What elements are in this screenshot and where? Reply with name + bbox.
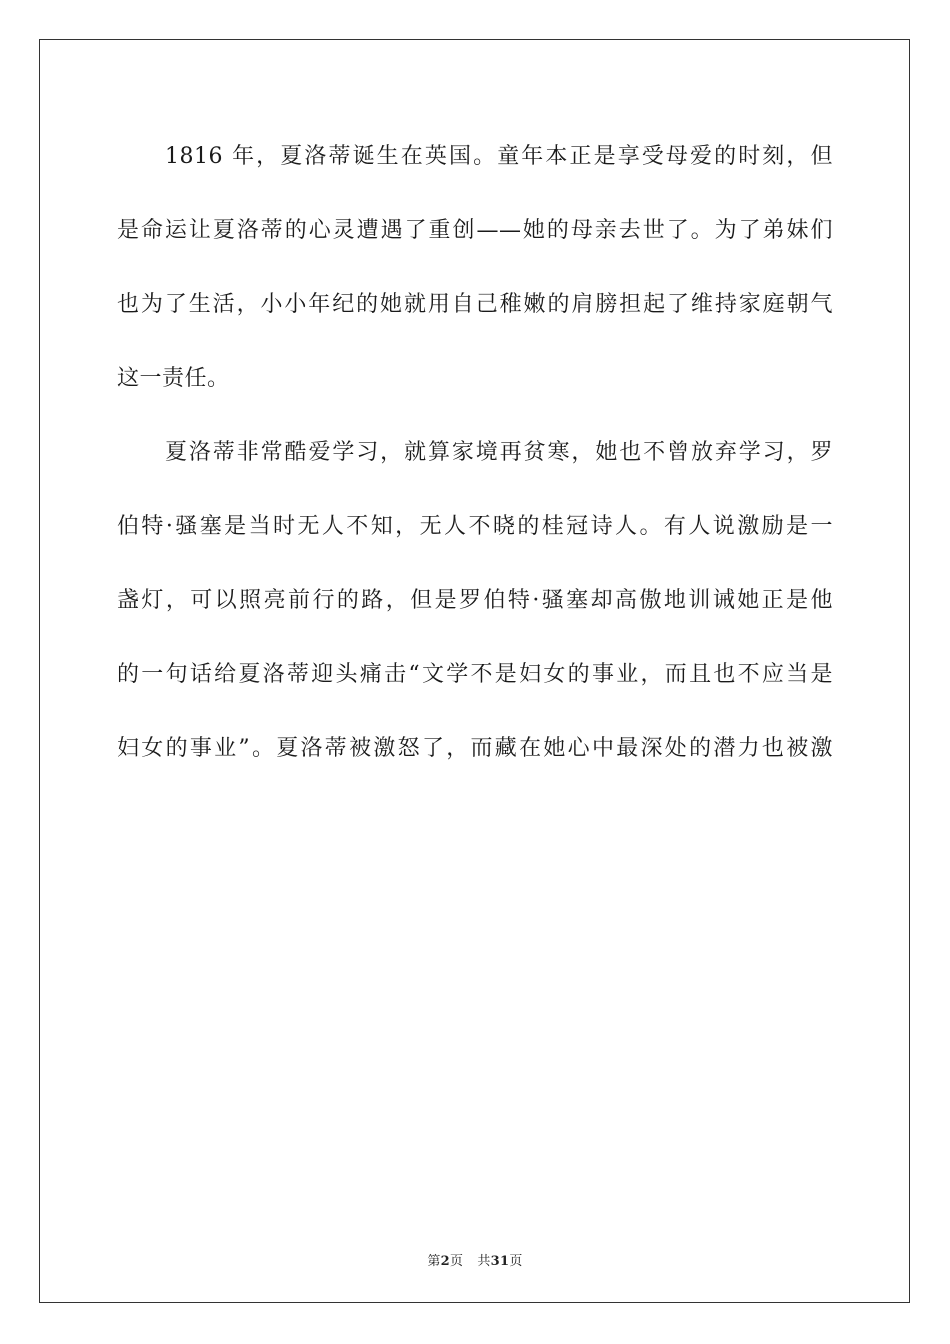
paragraph-1-line-1: 1816 年，夏洛蒂诞生在英国。童年本正是享受母爱的时刻，但 <box>165 144 833 169</box>
page-prefix: 第 <box>427 1254 441 1269</box>
paragraph-2-line-1: 夏洛蒂非常酷爱学习，就算家境再贫寒，她也不曾放弃学习，罗 <box>165 440 833 465</box>
total-pages: 31 <box>490 1254 510 1269</box>
page-suffix: 页 <box>450 1254 464 1269</box>
paragraph-1-line-2: 是命运让夏洛蒂的心灵遭遇了重创——她的母亲去世了。为了弟妹们 <box>117 218 833 243</box>
page-number: 2 <box>440 1254 451 1269</box>
paragraph-2-line-4: 的一句话给夏洛蒂迎头痛击“文学不是妇女的事业，而且也不应当是 <box>117 662 833 687</box>
paragraph-2-line-3: 盏灯，可以照亮前行的路，但是罗伯特·骚塞却高傲地训诫她正是他 <box>117 588 833 613</box>
page-footer <box>0 1250 950 1269</box>
paragraph-1-line-4: 这一责任。 <box>117 366 230 391</box>
total-prefix: 共 <box>477 1254 491 1269</box>
paragraph-2-line-2: 伯特·骚塞是当时无人不知，无人不晓的桂冠诗人。有人说激励是一 <box>117 514 833 539</box>
paragraph-2-line-5: 妇女的事业”。夏洛蒂被激怒了，而藏在她心中最深处的潜力也被激 <box>117 736 833 761</box>
total-suffix: 页 <box>509 1254 523 1269</box>
document-body <box>117 120 833 786</box>
paragraph-1-line-3: 也为了生活，小小年纪的她就用自己稚嫩的肩膀担起了维持家庭朝气 <box>117 292 833 317</box>
